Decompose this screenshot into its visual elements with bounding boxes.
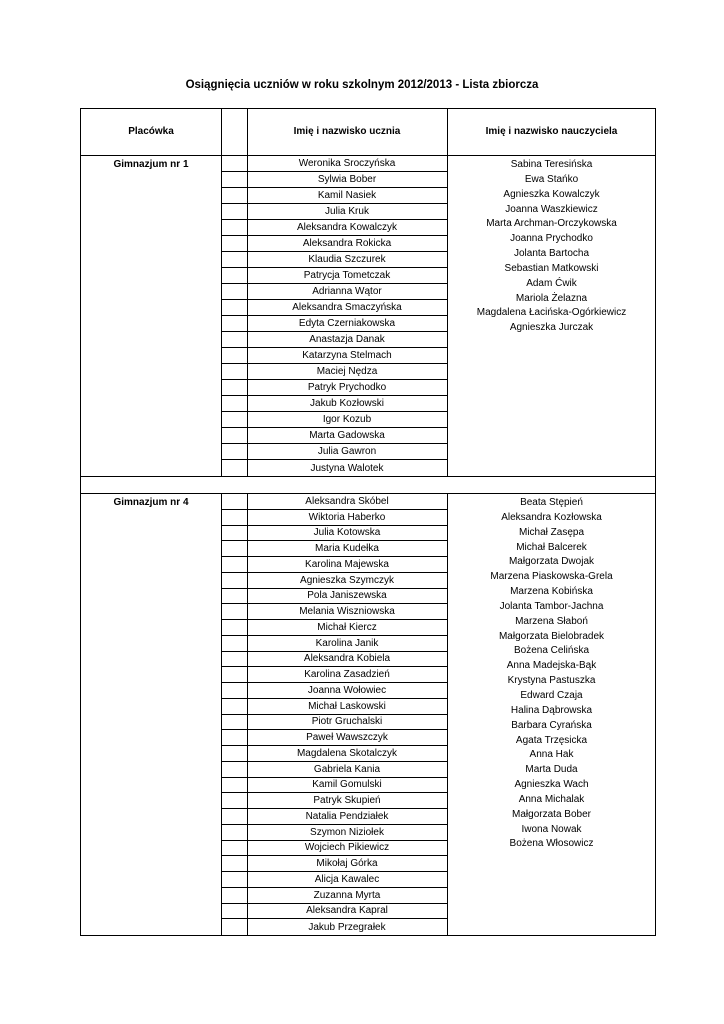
gutter-cell (221, 236, 247, 252)
gutter-cell (221, 541, 247, 557)
teacher-name: Marzena Słaboń (515, 615, 588, 627)
student-name: Justyna Walotek (310, 462, 384, 474)
teacher-name: Małgorzata Dwojak (508, 556, 595, 568)
gutter-cell (221, 428, 247, 444)
student-name: Weronika Sroczyńska (247, 156, 447, 172)
gutter-cell (221, 841, 247, 857)
gutter-cell (221, 715, 247, 731)
gutter-cell (221, 636, 247, 652)
student-name: Kamil Gomulski (247, 778, 447, 794)
gutter-cell (221, 888, 247, 904)
teacher-name: Jolanta Tambor-Jachna (499, 600, 604, 612)
section-gimnazjum-1 (81, 156, 655, 476)
student-name: Julia Kotowska (247, 526, 447, 542)
gutter-cell (221, 809, 247, 825)
teacher-name: Edward Czaja (520, 689, 583, 701)
teacher-name: Anna Madejska-Bąk (506, 660, 597, 672)
gutter-cell (221, 444, 247, 460)
student-name: Aleksandra Rokicka (247, 236, 447, 252)
gutter-cell (221, 746, 247, 762)
student-name: Jakub Kozłowski (247, 396, 447, 412)
teacher-name: Bożena Celińska (513, 645, 590, 657)
teacher-name: Agata Trzęsicka (515, 734, 588, 746)
gutter-cell (221, 364, 247, 380)
table-header (81, 109, 655, 156)
teacher-name: Iwona Nowak (521, 823, 582, 835)
student-name: Edyta Czerniakowska (247, 316, 447, 332)
student-name: Kamil Nasiek (247, 188, 447, 204)
summary-table (80, 108, 656, 936)
teacher-name: Anna Hak (529, 749, 574, 761)
header-placowka: Placówka (128, 126, 174, 137)
section-gimnazjum-4 (81, 494, 655, 935)
student-name: Marta Gadowska (247, 428, 447, 444)
gutter-cell (221, 557, 247, 573)
student-name: Melania Wiszniowska (247, 604, 447, 620)
gutter-cell (221, 793, 247, 809)
student-list (247, 494, 447, 935)
gutter-cell (221, 412, 247, 428)
student-name: Patryk Skupień (247, 793, 447, 809)
header-uczen: Imię i nazwisko ucznia (293, 126, 401, 137)
gutter-cell (221, 652, 247, 668)
student-name: Natalia Pendziałek (247, 809, 447, 825)
student-name: Klaudia Szczurek (247, 252, 447, 268)
teacher-name: Magdalena Łacińska-Ogórkiewicz (476, 307, 627, 319)
student-name: Agnieszka Szymczyk (247, 573, 447, 589)
gutter-cell (221, 667, 247, 683)
student-name: Aleksandra Kobiela (247, 652, 447, 668)
gutter-cell (221, 380, 247, 396)
student-name: Mikołaj Górka (247, 856, 447, 872)
student-name: Joanna Wołowiec (247, 683, 447, 699)
gutter-cell (221, 589, 247, 605)
gutter-cell (221, 573, 247, 589)
teacher-name: Krystyna Pastuszka (507, 675, 596, 687)
gutter-cell (221, 856, 247, 872)
teacher-list (447, 496, 656, 852)
gutter-cell (221, 460, 247, 476)
teacher-name: Małgorzata Bielobradek (498, 630, 605, 642)
student-name: Karolina Janik (247, 636, 447, 652)
student-name: Piotr Gruchalski (247, 715, 447, 731)
gutter-cell (221, 300, 247, 316)
teacher-name: Marta Duda (525, 764, 578, 776)
teacher-name: Jolanta Bartocha (513, 248, 590, 260)
teacher-name: Sabina Teresińska (510, 159, 593, 170)
gutter-cell (221, 683, 247, 699)
gutter-cell (221, 904, 247, 920)
gutter-cell (221, 620, 247, 636)
student-name: Karolina Majewska (247, 557, 447, 573)
student-name: Jakub Przegrałek (308, 921, 386, 933)
gutter-cell (221, 348, 247, 364)
student-name: Aleksandra Skóbel (247, 494, 447, 510)
teacher-name: Marzena Kobińska (510, 586, 593, 598)
gutter-cell (221, 494, 247, 510)
teacher-name: Adam Ćwik (526, 277, 577, 289)
student-name: Zuzanna Myrta (247, 888, 447, 904)
student-name: Julia Kruk (247, 204, 447, 220)
student-list (247, 156, 447, 476)
teacher-name: Marzena Piaskowska-Grela (490, 571, 613, 583)
teacher-name: Małgorzata Bober (512, 808, 591, 820)
student-name: Michał Kiercz (247, 620, 447, 636)
student-name: Szymon Niziołek (247, 825, 447, 841)
gutter-cell (221, 156, 247, 172)
teacher-name: Joanna Prychodko (510, 233, 593, 245)
student-name: Magdalena Skotalczyk (247, 746, 447, 762)
teacher-name: Sebastian Matkowski (504, 262, 599, 274)
student-name: Patryk Prychodko (247, 380, 447, 396)
student-name: Alicja Kawalec (247, 872, 447, 888)
gutter-cell (221, 778, 247, 794)
teacher-name: Beata Stępień (520, 497, 583, 508)
teacher-name: Halina Dąbrowska (510, 704, 593, 716)
gutter-cell (221, 284, 247, 300)
student-name: Maciej Nędza (247, 364, 447, 380)
gutter-cell (221, 268, 247, 284)
gutter-cell (221, 604, 247, 620)
gutter-cell (221, 699, 247, 715)
student-name: Karolina Zasadzień (247, 667, 447, 683)
teacher-name: Ewa Stańko (524, 173, 579, 185)
gutter-cell (221, 825, 247, 841)
section-spacer (81, 476, 655, 494)
student-name: Aleksandra Kapral (247, 904, 447, 920)
header-nauczyciel: Imię i nazwisko nauczyciela (485, 126, 618, 137)
student-name: Wiktoria Haberko (247, 510, 447, 526)
gutter-cell (221, 220, 247, 236)
gutter-cell (221, 762, 247, 778)
student-name: Igor Kozub (247, 412, 447, 428)
gutter-cell (221, 872, 247, 888)
teacher-name: Barbara Cyrańska (511, 719, 592, 731)
gutter-cell (221, 919, 247, 935)
teacher-name: Agnieszka Wach (514, 779, 589, 791)
student-name: Aleksandra Kowalczyk (247, 220, 447, 236)
teacher-name: Joanna Waszkiewicz (505, 203, 598, 215)
school-name: Gimnazjum nr 4 (113, 497, 189, 508)
student-name: Paweł Wawszczyk (247, 730, 447, 746)
gutter-cell (221, 188, 247, 204)
student-name: Maria Kudełka (247, 541, 447, 557)
teacher-name: Mariola Żelazna (515, 292, 588, 304)
gutter-cell (221, 730, 247, 746)
teacher-list (447, 158, 656, 336)
gutter-cells (221, 156, 247, 476)
gutter-cell (221, 526, 247, 542)
teacher-name: Anna Michalak (518, 793, 585, 805)
gutter-cells (221, 494, 247, 935)
student-name: Patrycja Tometczak (247, 268, 447, 284)
school-name: Gimnazjum nr 1 (113, 159, 189, 170)
teacher-name: Bożena Włosowicz (509, 838, 594, 850)
student-name: Adrianna Wątor (247, 284, 447, 300)
column-divider (221, 109, 222, 155)
teacher-name: Michał Balcerek (516, 541, 587, 553)
gutter-cell (221, 172, 247, 188)
student-name: Gabriela Kania (247, 762, 447, 778)
gutter-cell (221, 510, 247, 526)
teacher-name: Michał Zasępa (518, 526, 585, 538)
teacher-name: Aleksandra Kozłowska (501, 511, 602, 523)
student-name: Pola Janiszewska (247, 589, 447, 605)
gutter-cell (221, 316, 247, 332)
teacher-name: Agnieszka Kowalczyk (503, 188, 600, 200)
gutter-cell (221, 204, 247, 220)
student-name: Wojciech Pikiewicz (247, 841, 447, 857)
page-title: Osiągnięcia uczniów w roku szkolnym 2012/2013 - Lista zbiorcza (185, 79, 539, 91)
student-name: Anastazja Danak (247, 332, 447, 348)
student-name: Michał Laskowski (247, 699, 447, 715)
gutter-cell (221, 252, 247, 268)
student-name: Katarzyna Stelmach (247, 348, 447, 364)
student-name: Sylwia Bober (247, 172, 447, 188)
gutter-cell (221, 396, 247, 412)
student-name: Aleksandra Smaczyńska (247, 300, 447, 316)
teacher-name: Agnieszka Jurczak (509, 322, 594, 334)
teacher-name: Marta Archman-Orczykowska (486, 218, 617, 230)
student-name: Julia Gawron (247, 444, 447, 460)
gutter-cell (221, 332, 247, 348)
